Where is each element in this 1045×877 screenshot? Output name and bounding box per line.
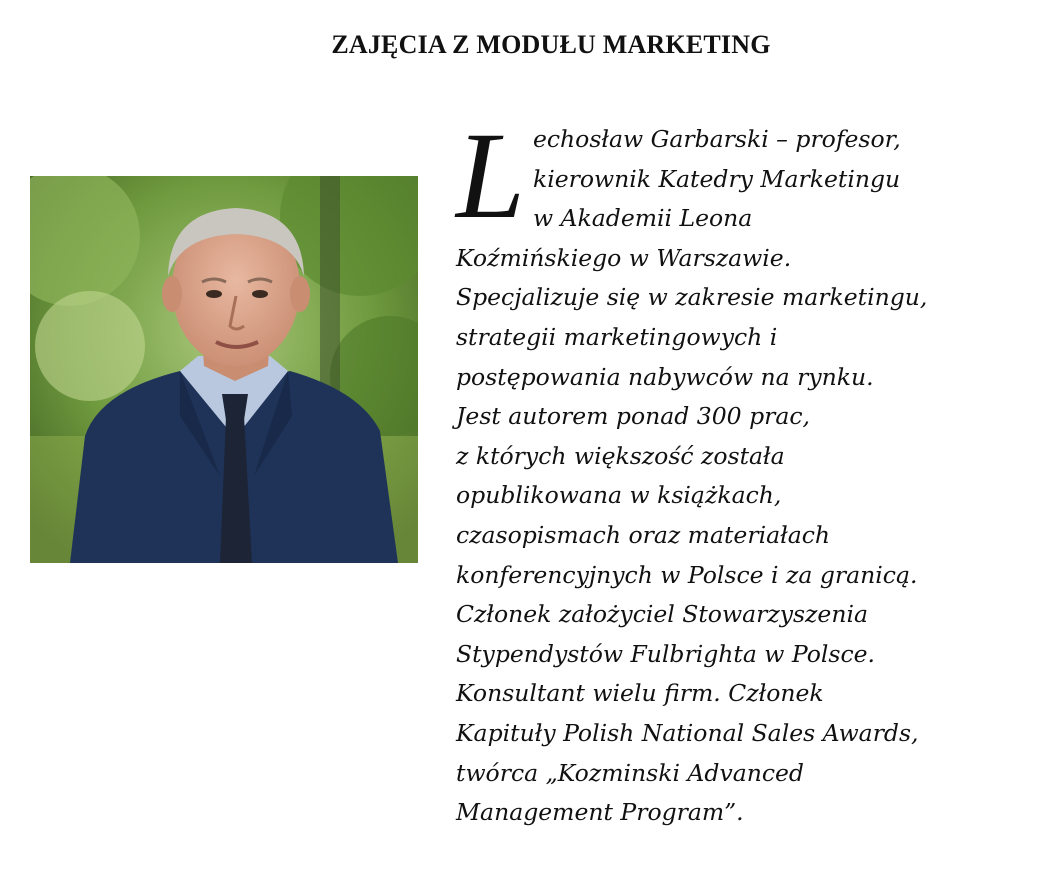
bio-line: Kapituły Polish National Sales Awards,: [456, 718, 919, 747]
bio-line: kierownik Katedry Marketingu: [532, 164, 901, 193]
bio-line: Management Program”.: [456, 798, 744, 827]
drop-cap: L: [456, 107, 525, 244]
bio-section: [456, 107, 1021, 833]
bio-line: postępowania nabywców na rynku.: [456, 362, 874, 391]
bio-line: Konsultant wielu firm. Członek: [456, 679, 824, 708]
bio-line: echosław Garbarski – profesor,: [532, 125, 901, 153]
bio-text: [456, 107, 1021, 833]
bio-line: strategii marketingowych i: [456, 322, 778, 351]
bio-line: twórca „Kozminski Advanced: [456, 758, 804, 787]
bio-line: z których większość została: [456, 441, 785, 470]
bio-line: czasopismach oraz materiałach: [456, 520, 831, 549]
bio-line: konferencyjnych w Polsce i za granicą.: [456, 560, 918, 589]
bio-line: Członek założyciel Stowarzyszenia: [456, 600, 868, 629]
bio-line: Stypendystów Fulbrighta w Polsce.: [456, 639, 876, 668]
bio-line: Jest autorem ponad 300 prac,: [456, 402, 811, 431]
bio-line: Specjalizuje się w zakresie marketingu,: [456, 283, 928, 312]
bio-line: Koźmińskiego w Warszawie.: [456, 243, 792, 272]
portrait-photo: [30, 176, 418, 563]
bio-line: w Akademii Leona: [532, 204, 753, 233]
bio-line: opublikowana w książkach,: [456, 481, 782, 510]
page-heading: ZAJĘCIA Z MODUŁU MARKETING: [331, 30, 771, 59]
portrait-illustration: [30, 176, 418, 563]
